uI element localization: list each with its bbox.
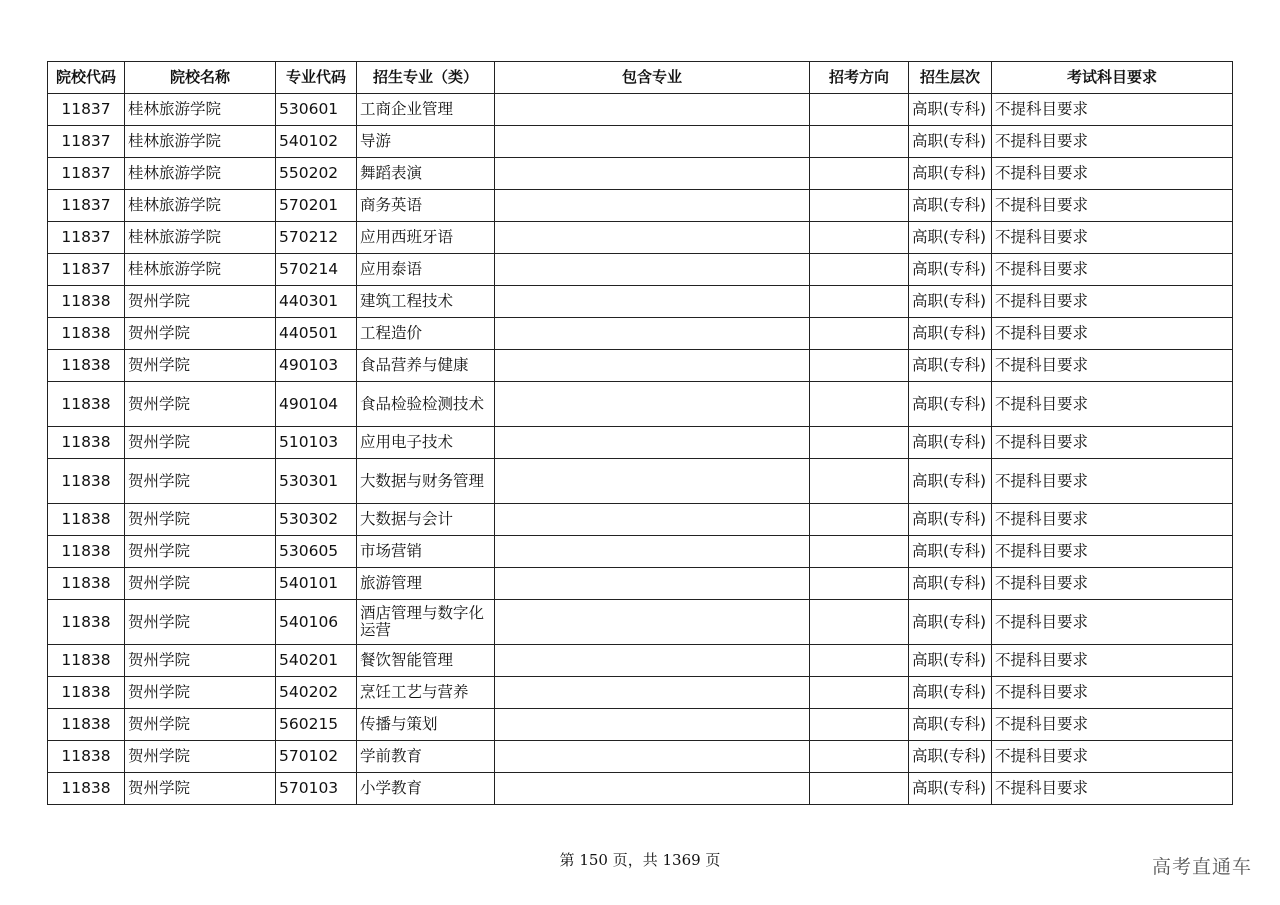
cell-includes bbox=[495, 158, 810, 190]
table-row bbox=[48, 286, 1233, 318]
cell-direction bbox=[810, 382, 909, 427]
cell-major-code: 550202 bbox=[276, 158, 357, 190]
header-requirement: 考试科目要求 bbox=[992, 62, 1233, 94]
cell-major: 大数据与会计 bbox=[357, 504, 495, 536]
cell-major-code: 560215 bbox=[276, 709, 357, 741]
cell-requirement: 不提科目要求 bbox=[992, 427, 1233, 459]
watermark: 高考直通车 bbox=[1151, 856, 1252, 878]
cell-direction bbox=[810, 568, 909, 600]
cell-direction bbox=[810, 427, 909, 459]
cell-includes bbox=[495, 427, 810, 459]
cell-school-name: 贺州学院 bbox=[125, 773, 276, 805]
cell-major-code: 530301 bbox=[276, 459, 357, 504]
header-major-code: 专业代码 bbox=[276, 62, 357, 94]
table-row bbox=[48, 427, 1233, 459]
cell-level: 高职(专科) bbox=[909, 286, 992, 318]
cell-major: 应用西班牙语 bbox=[357, 222, 495, 254]
cell-requirement: 不提科目要求 bbox=[992, 568, 1233, 600]
cell-level: 高职(专科) bbox=[909, 382, 992, 427]
cell-school-code: 11838 bbox=[48, 504, 125, 536]
cell-direction bbox=[810, 645, 909, 677]
cell-school-name: 桂林旅游学院 bbox=[125, 254, 276, 286]
cell-school-code: 11838 bbox=[48, 459, 125, 504]
cell-major-code: 570103 bbox=[276, 773, 357, 805]
cell-direction bbox=[810, 126, 909, 158]
cell-direction bbox=[810, 600, 909, 645]
table-row bbox=[48, 741, 1233, 773]
cell-direction bbox=[810, 459, 909, 504]
cell-level: 高职(专科) bbox=[909, 158, 992, 190]
cell-requirement: 不提科目要求 bbox=[992, 286, 1233, 318]
cell-includes bbox=[495, 350, 810, 382]
cell-school-name: 桂林旅游学院 bbox=[125, 222, 276, 254]
header-level: 招生层次 bbox=[909, 62, 992, 94]
cell-level: 高职(专科) bbox=[909, 600, 992, 645]
cell-school-code: 11837 bbox=[48, 222, 125, 254]
cell-requirement: 不提科目要求 bbox=[992, 741, 1233, 773]
cell-major-code: 570201 bbox=[276, 190, 357, 222]
cell-requirement: 不提科目要求 bbox=[992, 645, 1233, 677]
header-direction: 招考方向 bbox=[810, 62, 909, 94]
cell-school-name: 贺州学院 bbox=[125, 645, 276, 677]
cell-requirement: 不提科目要求 bbox=[992, 600, 1233, 645]
cell-major: 小学教育 bbox=[357, 773, 495, 805]
cell-requirement: 不提科目要求 bbox=[992, 126, 1233, 158]
cell-major-code: 540106 bbox=[276, 600, 357, 645]
table-row bbox=[48, 254, 1233, 286]
cell-direction bbox=[810, 536, 909, 568]
cell-major: 市场营销 bbox=[357, 536, 495, 568]
cell-school-code: 11838 bbox=[48, 677, 125, 709]
cell-school-code: 11837 bbox=[48, 94, 125, 126]
cell-includes bbox=[495, 677, 810, 709]
cell-direction bbox=[810, 709, 909, 741]
cell-major: 商务英语 bbox=[357, 190, 495, 222]
cell-requirement: 不提科目要求 bbox=[992, 318, 1233, 350]
cell-direction bbox=[810, 286, 909, 318]
cell-major: 烹饪工艺与营养 bbox=[357, 677, 495, 709]
cell-school-code: 11838 bbox=[48, 600, 125, 645]
cell-school-name: 贺州学院 bbox=[125, 459, 276, 504]
cell-direction bbox=[810, 318, 909, 350]
cell-direction bbox=[810, 222, 909, 254]
table-body bbox=[48, 94, 1233, 805]
cell-major: 工商企业管理 bbox=[357, 94, 495, 126]
header-school-name: 院校名称 bbox=[125, 62, 276, 94]
cell-major-code: 540101 bbox=[276, 568, 357, 600]
table-row bbox=[48, 709, 1233, 741]
cell-major-code: 570214 bbox=[276, 254, 357, 286]
cell-major: 建筑工程技术 bbox=[357, 286, 495, 318]
cell-major-code: 570212 bbox=[276, 222, 357, 254]
cell-school-code: 11837 bbox=[48, 254, 125, 286]
cell-includes bbox=[495, 741, 810, 773]
cell-includes bbox=[495, 318, 810, 350]
cell-school-name: 贺州学院 bbox=[125, 741, 276, 773]
cell-school-name: 桂林旅游学院 bbox=[125, 94, 276, 126]
cell-level: 高职(专科) bbox=[909, 459, 992, 504]
header-school-code: 院校代码 bbox=[48, 62, 125, 94]
cell-school-name: 贺州学院 bbox=[125, 350, 276, 382]
cell-level: 高职(专科) bbox=[909, 709, 992, 741]
cell-includes bbox=[495, 382, 810, 427]
cell-school-name: 贺州学院 bbox=[125, 600, 276, 645]
cell-school-name: 贺州学院 bbox=[125, 286, 276, 318]
table-row bbox=[48, 600, 1233, 645]
cell-includes bbox=[495, 222, 810, 254]
cell-includes bbox=[495, 286, 810, 318]
cell-major: 工程造价 bbox=[357, 318, 495, 350]
table-row bbox=[48, 350, 1233, 382]
cell-level: 高职(专科) bbox=[909, 645, 992, 677]
cell-direction bbox=[810, 94, 909, 126]
cell-school-code: 11838 bbox=[48, 773, 125, 805]
cell-major-code: 540201 bbox=[276, 645, 357, 677]
header-includes: 包含专业 bbox=[495, 62, 810, 94]
cell-includes bbox=[495, 773, 810, 805]
cell-major-code: 440501 bbox=[276, 318, 357, 350]
cell-requirement: 不提科目要求 bbox=[992, 158, 1233, 190]
cell-school-code: 11838 bbox=[48, 318, 125, 350]
table-row bbox=[48, 773, 1233, 805]
cell-major-code: 530605 bbox=[276, 536, 357, 568]
cell-school-name: 贺州学院 bbox=[125, 677, 276, 709]
cell-requirement: 不提科目要求 bbox=[992, 459, 1233, 504]
cell-requirement: 不提科目要求 bbox=[992, 350, 1233, 382]
cell-direction bbox=[810, 254, 909, 286]
cell-major: 旅游管理 bbox=[357, 568, 495, 600]
cell-major-code: 510103 bbox=[276, 427, 357, 459]
cell-major: 舞蹈表演 bbox=[357, 158, 495, 190]
cell-includes bbox=[495, 645, 810, 677]
cell-major: 食品营养与健康 bbox=[357, 350, 495, 382]
cell-major: 传播与策划 bbox=[357, 709, 495, 741]
cell-major-code: 490103 bbox=[276, 350, 357, 382]
cell-school-code: 11838 bbox=[48, 536, 125, 568]
cell-requirement: 不提科目要求 bbox=[992, 222, 1233, 254]
cell-level: 高职(专科) bbox=[909, 741, 992, 773]
cell-includes bbox=[495, 459, 810, 504]
cell-requirement: 不提科目要求 bbox=[992, 504, 1233, 536]
table-row bbox=[48, 126, 1233, 158]
cell-requirement: 不提科目要求 bbox=[992, 382, 1233, 427]
cell-school-code: 11838 bbox=[48, 645, 125, 677]
cell-school-name: 贺州学院 bbox=[125, 382, 276, 427]
cell-requirement: 不提科目要求 bbox=[992, 677, 1233, 709]
cell-includes bbox=[495, 504, 810, 536]
cell-level: 高职(专科) bbox=[909, 773, 992, 805]
table-row bbox=[48, 504, 1233, 536]
cell-school-name: 桂林旅游学院 bbox=[125, 158, 276, 190]
cell-school-name: 贺州学院 bbox=[125, 318, 276, 350]
cell-school-code: 11837 bbox=[48, 190, 125, 222]
table-row bbox=[48, 459, 1233, 504]
table-header-row bbox=[48, 62, 1233, 94]
cell-includes bbox=[495, 709, 810, 741]
cell-level: 高职(专科) bbox=[909, 222, 992, 254]
cell-school-name: 贺州学院 bbox=[125, 568, 276, 600]
cell-school-code: 11837 bbox=[48, 126, 125, 158]
cell-level: 高职(专科) bbox=[909, 318, 992, 350]
cell-school-code: 11838 bbox=[48, 709, 125, 741]
cell-requirement: 不提科目要求 bbox=[992, 254, 1233, 286]
cell-level: 高职(专科) bbox=[909, 568, 992, 600]
cell-school-code: 11838 bbox=[48, 350, 125, 382]
cell-direction bbox=[810, 741, 909, 773]
cell-major: 食品检验检测技术 bbox=[357, 382, 495, 427]
cell-includes bbox=[495, 568, 810, 600]
cell-requirement: 不提科目要求 bbox=[992, 709, 1233, 741]
cell-level: 高职(专科) bbox=[909, 536, 992, 568]
cell-major: 导游 bbox=[357, 126, 495, 158]
table-row bbox=[48, 158, 1233, 190]
cell-school-code: 11838 bbox=[48, 382, 125, 427]
table-row bbox=[48, 94, 1233, 126]
cell-requirement: 不提科目要求 bbox=[992, 94, 1233, 126]
cell-direction bbox=[810, 504, 909, 536]
cell-direction bbox=[810, 190, 909, 222]
cell-includes bbox=[495, 600, 810, 645]
cell-major: 学前教育 bbox=[357, 741, 495, 773]
cell-includes bbox=[495, 190, 810, 222]
cell-school-name: 贺州学院 bbox=[125, 427, 276, 459]
cell-major-code: 570102 bbox=[276, 741, 357, 773]
cell-level: 高职(专科) bbox=[909, 504, 992, 536]
table-row bbox=[48, 190, 1233, 222]
cell-level: 高职(专科) bbox=[909, 94, 992, 126]
cell-major-code: 440301 bbox=[276, 286, 357, 318]
admissions-table bbox=[47, 61, 1233, 805]
cell-level: 高职(专科) bbox=[909, 190, 992, 222]
cell-school-name: 贺州学院 bbox=[125, 536, 276, 568]
cell-major: 应用电子技术 bbox=[357, 427, 495, 459]
cell-requirement: 不提科目要求 bbox=[992, 773, 1233, 805]
cell-school-name: 贺州学院 bbox=[125, 504, 276, 536]
cell-school-code: 11837 bbox=[48, 158, 125, 190]
cell-level: 高职(专科) bbox=[909, 350, 992, 382]
cell-level: 高职(专科) bbox=[909, 126, 992, 158]
cell-includes bbox=[495, 94, 810, 126]
header-major: 招生专业（类） bbox=[357, 62, 495, 94]
cell-major: 酒店管理与数字化运营 bbox=[357, 600, 495, 645]
table-row bbox=[48, 318, 1233, 350]
cell-school-code: 11838 bbox=[48, 427, 125, 459]
cell-direction bbox=[810, 773, 909, 805]
cell-direction bbox=[810, 350, 909, 382]
cell-includes bbox=[495, 254, 810, 286]
table-row bbox=[48, 222, 1233, 254]
table-row bbox=[48, 536, 1233, 568]
cell-school-code: 11838 bbox=[48, 741, 125, 773]
cell-includes bbox=[495, 536, 810, 568]
cell-level: 高职(专科) bbox=[909, 677, 992, 709]
cell-school-name: 桂林旅游学院 bbox=[125, 126, 276, 158]
cell-level: 高职(专科) bbox=[909, 427, 992, 459]
cell-school-name: 桂林旅游学院 bbox=[125, 190, 276, 222]
cell-major: 餐饮智能管理 bbox=[357, 645, 495, 677]
cell-level: 高职(专科) bbox=[909, 254, 992, 286]
cell-school-code: 11838 bbox=[48, 286, 125, 318]
cell-major-code: 540102 bbox=[276, 126, 357, 158]
cell-major: 大数据与财务管理 bbox=[357, 459, 495, 504]
cell-major: 应用泰语 bbox=[357, 254, 495, 286]
table-row bbox=[48, 645, 1233, 677]
cell-direction bbox=[810, 158, 909, 190]
table-row bbox=[48, 382, 1233, 427]
cell-major-code: 530601 bbox=[276, 94, 357, 126]
cell-major-code: 490104 bbox=[276, 382, 357, 427]
cell-includes bbox=[495, 126, 810, 158]
table-row bbox=[48, 568, 1233, 600]
cell-school-code: 11838 bbox=[48, 568, 125, 600]
cell-requirement: 不提科目要求 bbox=[992, 536, 1233, 568]
cell-major-code: 540202 bbox=[276, 677, 357, 709]
cell-direction bbox=[810, 677, 909, 709]
cell-requirement: 不提科目要求 bbox=[992, 190, 1233, 222]
cell-school-name: 贺州学院 bbox=[125, 709, 276, 741]
cell-major-code: 530302 bbox=[276, 504, 357, 536]
page-number: 第 150 页，共 1369 页 bbox=[559, 851, 721, 869]
table-row bbox=[48, 677, 1233, 709]
